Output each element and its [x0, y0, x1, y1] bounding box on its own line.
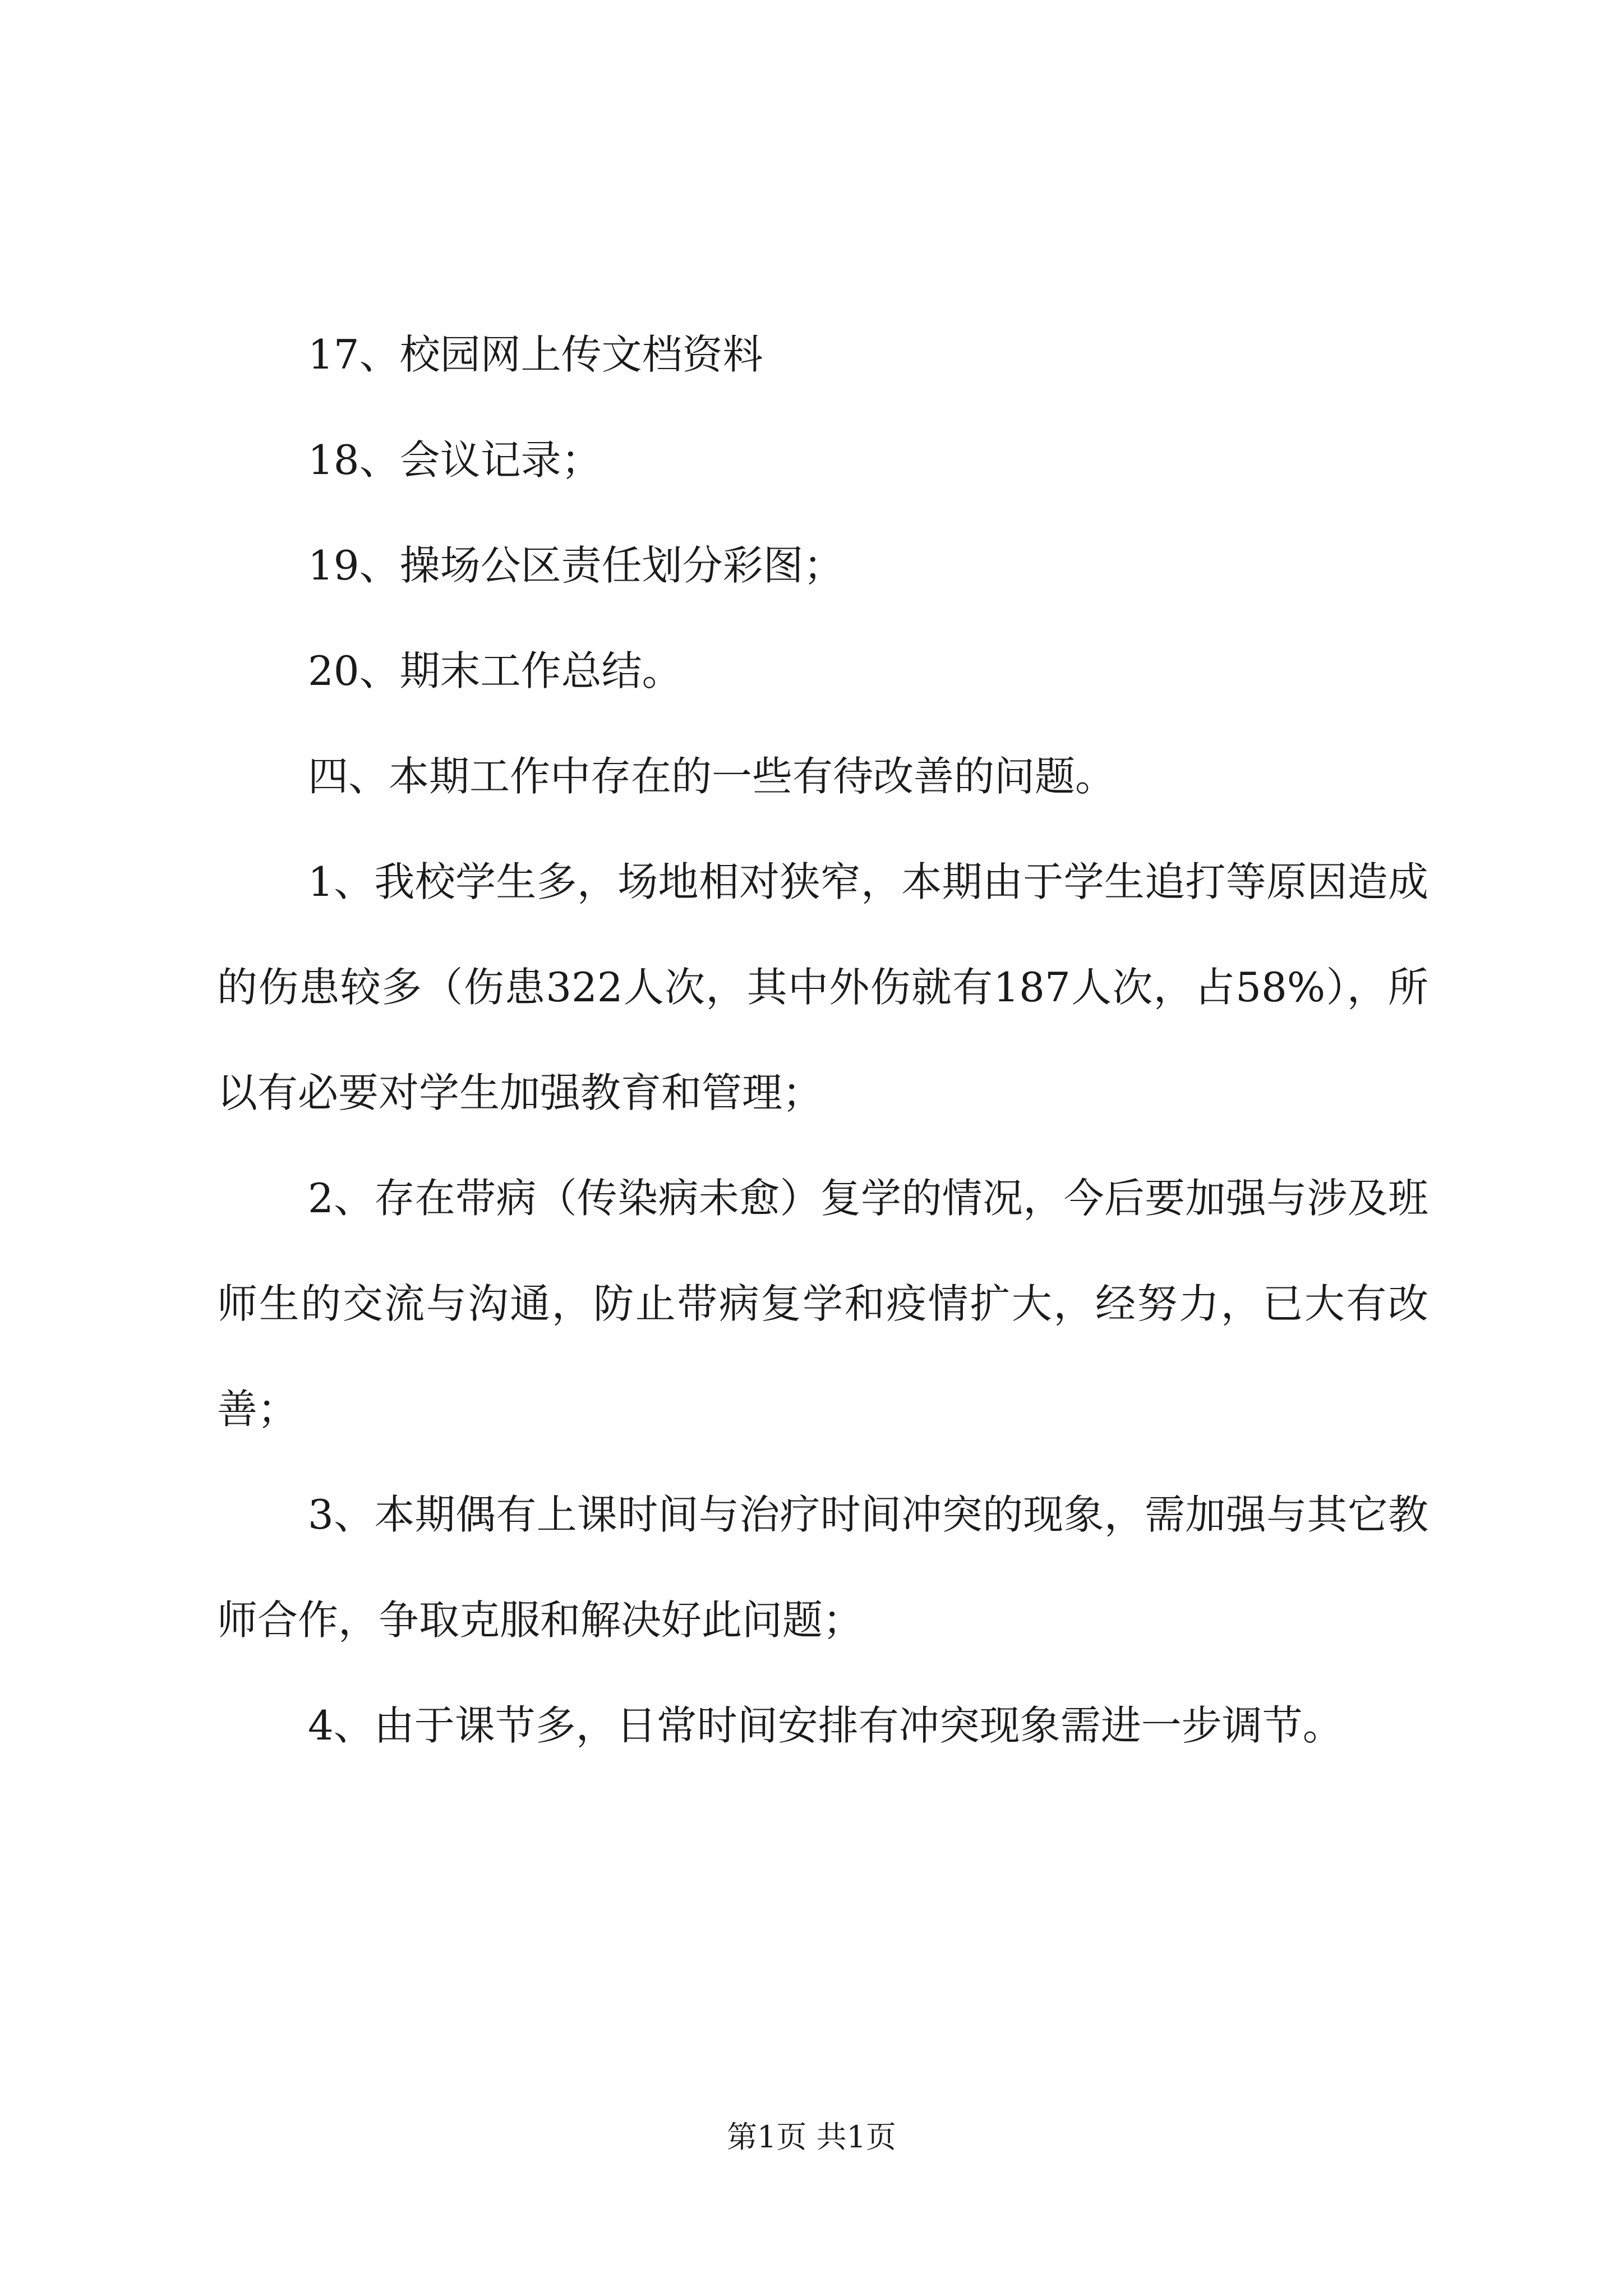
issue-item-1: 1、我校学生多，场地相对狭窄，本期由于学生追打等原因造成的伤患较多（伤患322人次，其中外伤就有187人次，占58%），所以有必要对学生加强教育和管理； — [217, 858, 1428, 1116]
list-item-18: 18、会议记录； — [308, 436, 602, 484]
issue-item-3: 3、本期偶有上课时间与治疗时间冲突的现象，需加强与其它教师合作，争取克服和解决好此问题； — [217, 1491, 1428, 1644]
issue-item-2: 2、存在带病（传染病未愈）复学的情况，今后要加强与涉及班师生的交流与沟通，防止带病复学和疫情扩大，经努力，已大有改善； — [217, 1175, 1428, 1433]
page-footer: 第1页 共1页 — [727, 2119, 896, 2155]
document-body — [217, 302, 1428, 1778]
issue-item-4: 4、由于课节多，日常时间安排有冲突现象需进一步调节。 — [308, 1702, 1343, 1749]
list-item-19: 19、操场公区责任划分彩图； — [308, 542, 844, 589]
list-item-20: 20、期末工作总结。 — [308, 647, 683, 694]
section-heading-4: 四、本期工作中存在的一些有待改善的问题。 — [308, 753, 1116, 800]
list-item-17: 17、校园网上传文档资料 — [308, 331, 763, 378]
